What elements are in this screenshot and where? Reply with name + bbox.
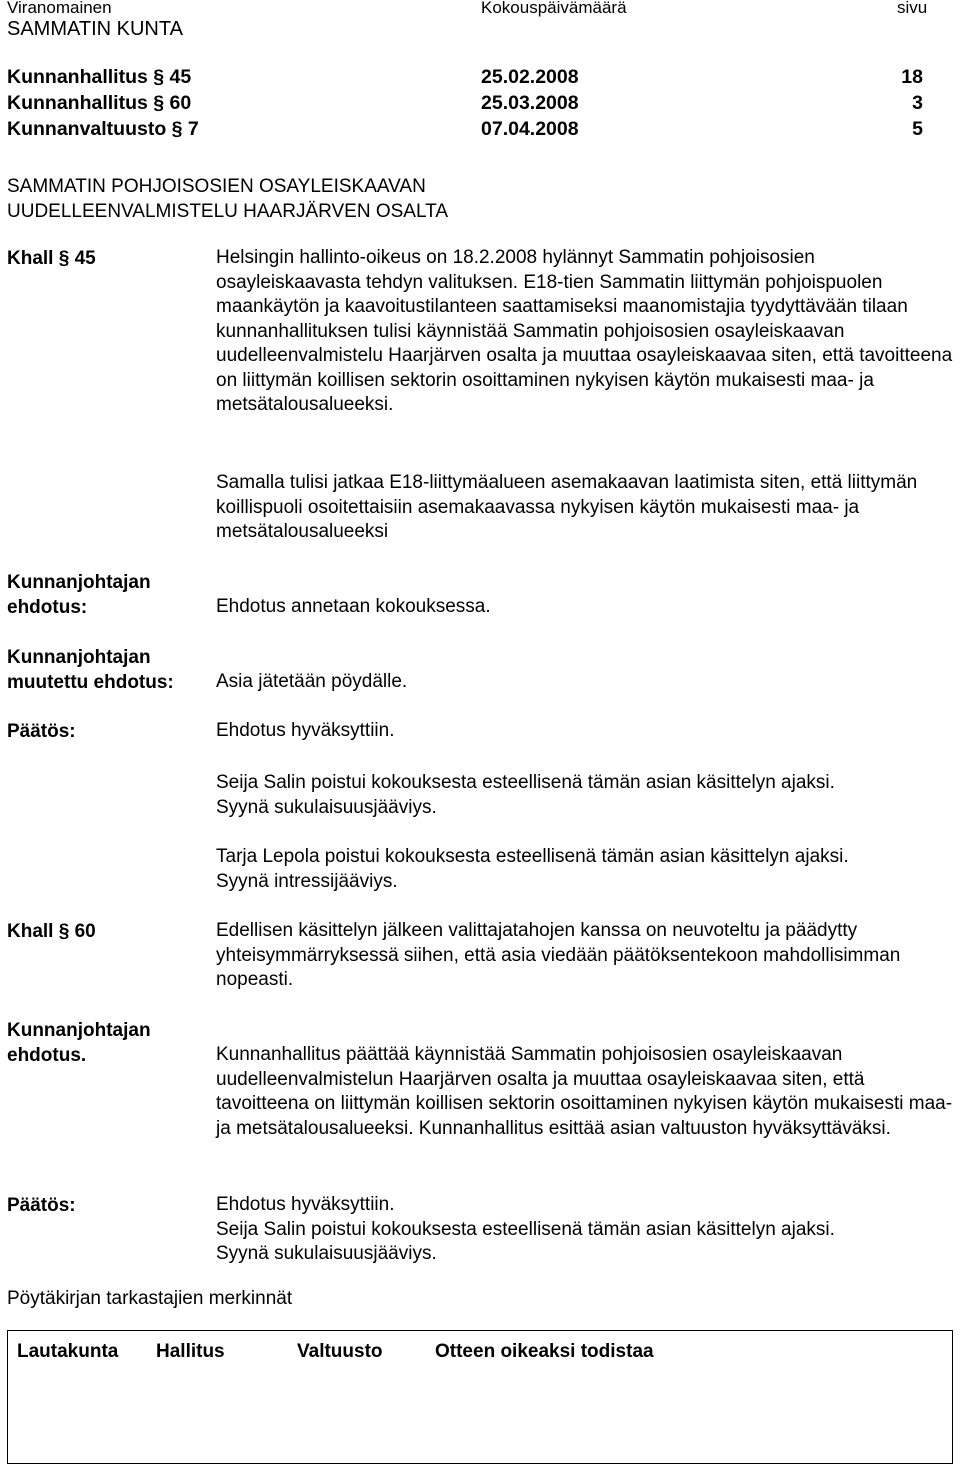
column-council: Valtuusto [297, 1341, 383, 1362]
reference-row [0, 92, 960, 118]
reviewers-notes-label: Pöytäkirjan tarkastajien merkinnät [7, 1288, 293, 1309]
section-body [216, 471, 956, 545]
decision-line: Ehdotus hyväksyttiin. [216, 1194, 395, 1215]
disqualification-note [216, 771, 956, 820]
decision-text: Ehdotus hyväksyttiin. [216, 720, 395, 741]
column-government: Hallitus [156, 1341, 225, 1362]
section-body [216, 919, 956, 993]
document-title [7, 174, 448, 224]
note-line: Tarja Lepola poistui kokouksesta esteellisenä tämän asian käsittelyn ajaksi. [216, 846, 849, 867]
reference-date: 25.03.2008 [481, 92, 579, 114]
proposal-label [7, 1018, 151, 1068]
decision-line: Seija Salin poistui kokouksesta esteellisenä tämän asian käsittelyn ajaksi. [216, 1218, 835, 1240]
reference-page: 18 [901, 66, 923, 88]
proposal-text: Ehdotus annetaan kokouksessa. [216, 596, 491, 617]
proposal-label [7, 570, 151, 620]
section-label: Khall § 60 [7, 921, 96, 942]
decision-label: Päätös: [7, 721, 76, 742]
reference-page: 5 [912, 118, 923, 140]
decision-label: Päätös: [7, 1195, 76, 1216]
title-line: SAMMATIN POHJOISOSIEN OSAYLEISKAAVAN [7, 176, 426, 197]
meeting-date-label: Kokouspäivämäärä [481, 0, 627, 17]
reference-row [0, 66, 960, 92]
note-line: Syynä intressijääviys. [216, 870, 398, 892]
label-line: ehdotus. [7, 1045, 87, 1066]
page-header [0, 0, 960, 20]
reference-date: 25.02.2008 [481, 66, 579, 88]
label-line: muutettu ehdotus: [7, 672, 174, 693]
proposal-text [216, 1043, 956, 1141]
modified-proposal-label [7, 645, 174, 695]
column-certified: Otteen oikeaksi todistaa [435, 1341, 654, 1362]
section-body [216, 246, 956, 418]
section-label: Khall § 45 [7, 248, 96, 269]
label-line: Kunnanjohtajan [7, 647, 151, 668]
column-board: Lautakunta [17, 1341, 119, 1362]
authority-label: Viranomainen [7, 0, 112, 17]
paragraph: Helsingin hallinto-oikeus on 18.2.2008 hylännyt Sammatin pohjoisosien osayleiskaavasta tehdyn valituksen. E18-tien Sammatin liittymän pohjoispuolen maankäytön ja kaavoitustilanteen saattamiseksi maanomistajia tyydyttävään tilaan kunnanhallituksen tulisi käynnistää Sammatin pohjoisosien osayleiskaavan uudelleenvalmistelu Haarjärven osalta ja muuttaa osayleiskaavaa siten, että tavoitteena on liittymän koillisen sektorin osoittaminen nykyisen käytön mukaisesti maa- ja metsätalousalueeksi. [216, 247, 953, 415]
reference-date: 07.04.2008 [481, 118, 579, 140]
paragraph: Kunnanhallitus päättää käynnistää Sammatin pohjoisosien osayleiskaavan uudelleenvalmistelun Haarjärven osalta ja muuttaa osayleiskaavaa siten, että tavoitteena on liittymän koillisen sektorin osoittaminen nykyisen käytön mukaisesti maa- ja metsätalousalueeksi. Kunnanhallitus esittää asian valtuuston hyväksyttäväksi. [216, 1044, 953, 1139]
reference-body: Kunnanhallitus § 60 [7, 92, 192, 114]
page-label: sivu [897, 0, 928, 17]
disqualification-note [216, 845, 956, 894]
paragraph: Edellisen käsittelyn jälkeen valittajatahojen kanssa on neuvoteltu ja päädytty yhteisymmärryksessä siihen, että asia viedään päätöksentekoon mahdollisimman nopeasti. [216, 920, 901, 990]
decision-line: Syynä sukulaisuusjääviys. [216, 1243, 437, 1264]
reference-body: Kunnanvaltuusto § 7 [7, 118, 199, 140]
municipality-name: SAMMATIN KUNTA [7, 18, 183, 40]
label-line: Kunnanjohtajan [7, 1020, 151, 1041]
modified-proposal-text: Asia jätetään pöydälle. [216, 671, 408, 692]
signature-table [7, 1330, 953, 1464]
reference-body: Kunnanhallitus § 45 [7, 66, 192, 88]
note-line: Seija Salin poistui kokouksesta esteellisenä tämän asian käsittelyn ajaksi. [216, 772, 835, 793]
reference-row [0, 118, 960, 144]
label-line: ehdotus: [7, 597, 88, 618]
title-line: UUDELLEENVALMISTELU HAARJÄRVEN OSALTA [7, 201, 448, 222]
note-line: Syynä sukulaisuusjääviys. [216, 796, 437, 818]
decision-text [216, 1193, 956, 1267]
label-line: Kunnanjohtajan [7, 572, 151, 593]
paragraph: Samalla tulisi jatkaa E18-liittymäalueen asemakaavan laatimista siten, että liittymän koillispuoli osoitettaisiin asemakaavassa nykyisen käytön mukaisesti maa- ja metsätalousalueeksi [216, 472, 918, 542]
reference-page: 3 [912, 92, 923, 114]
